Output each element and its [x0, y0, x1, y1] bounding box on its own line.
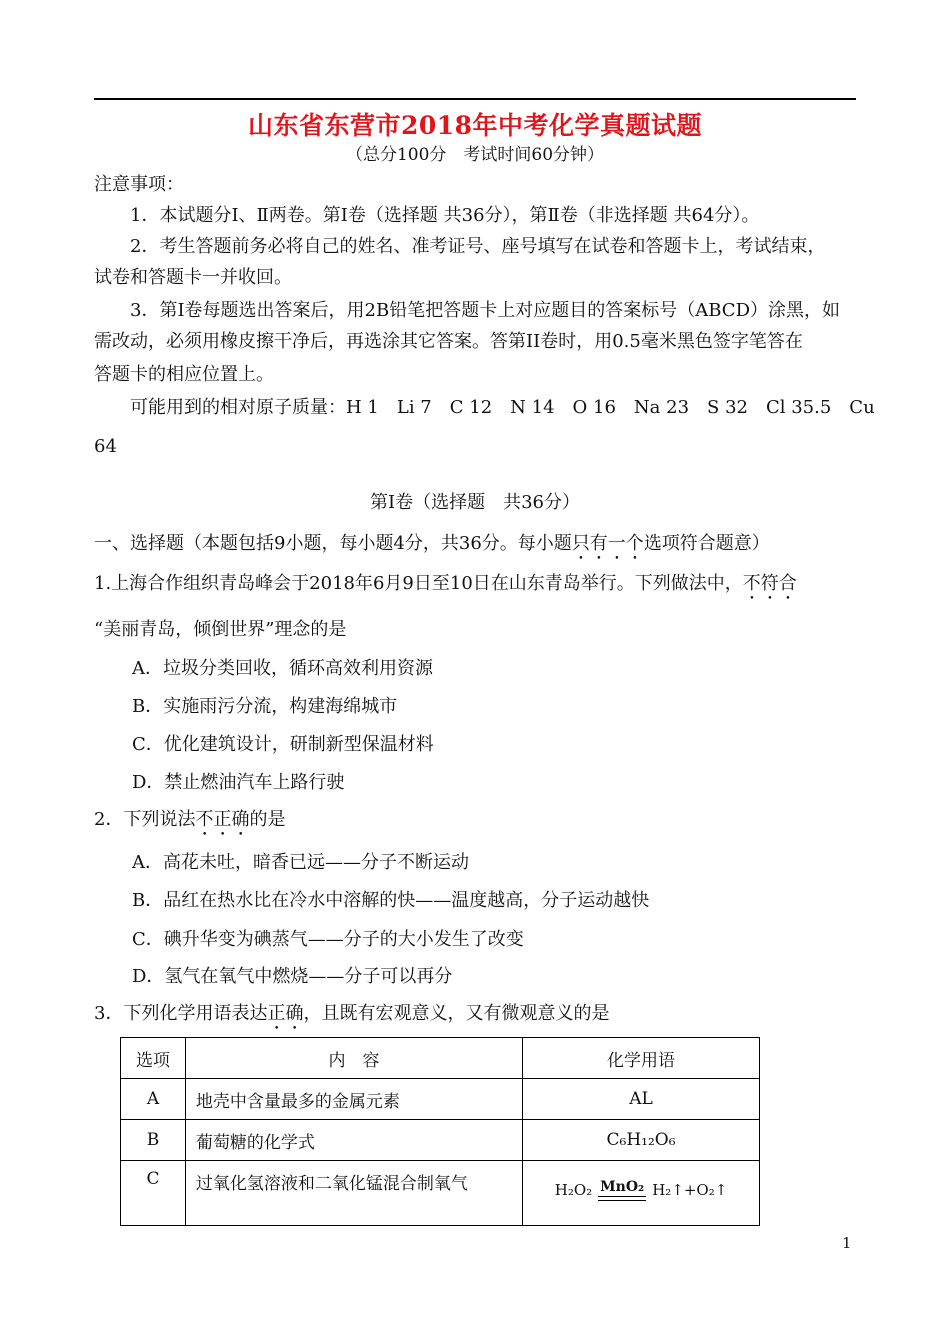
table-row — [121, 1161, 760, 1226]
row-option: A — [121, 1079, 186, 1120]
page-number: 1 — [842, 1234, 852, 1252]
page-title: 山东省东营市2018年中考化学真题试题 — [247, 111, 703, 140]
reaction-equation — [555, 1179, 728, 1201]
equals-bar — [598, 1196, 646, 1201]
row-content: 过氧化氢溶液和二氧化锰混合制氧气 — [185, 1161, 522, 1226]
question-2-stem: 2．下列说法不正确的是 — [94, 809, 286, 830]
section-title: 第Ⅰ卷（选择题 共36分） — [369, 492, 580, 513]
row-expression — [523, 1161, 760, 1226]
page-subtitle: （总分100分 考试时间60分钟） — [345, 145, 605, 165]
table-header-row — [121, 1038, 760, 1079]
question-1-option-b: B．实施雨污分流，构建海绵城市 — [132, 696, 398, 717]
table-header: 化学用语 — [523, 1038, 760, 1079]
notice-item-2-cont: 试卷和答题卡一并收回。 — [94, 267, 292, 288]
notice-item-3-cont2: 答题卡的相应位置上。 — [94, 364, 274, 385]
row-expression: AL — [523, 1079, 760, 1120]
row-expression: C₆H₁₂O₆ — [523, 1120, 760, 1161]
catalyst-label: MnO₂ — [600, 1179, 645, 1195]
question-1-stem: 1.上海合作组织青岛峰会于2018年6月9日至10日在山东青岛举行。下列做法中，不符合 — [94, 573, 797, 594]
question-3-stem: 3．下列化学用语表达正确，且既有宏观意义，又有微观意义的是 — [94, 1003, 610, 1024]
question-2-option-b: B．品红在热水比在冷水中溶解的快——温度越高，分子运动越快 — [132, 890, 650, 911]
question-1-option-d: D．禁止燃油汽车上路行驶 — [132, 772, 345, 793]
question-2-option-a: A．高花未吐，暗香已远——分子不断运动 — [132, 852, 469, 873]
notice-item-3-cont: 需改动，必须用橡皮擦干净后，再选涂其它答案。答第II卷时，用0.5毫米黑色签字笔答在 — [94, 331, 803, 352]
notice-item-2: 2．考生答题前务必将自己的姓名、准考证号、座号填写在试卷和答题卡上，考试结束， — [130, 236, 826, 257]
emphasis-text: 不符合 — [742, 573, 797, 594]
table-header: 选项 — [121, 1038, 186, 1079]
products: H₂↑+O₂↑ — [652, 1181, 728, 1199]
reaction-arrow — [598, 1179, 646, 1201]
reactant: H₂O₂ — [554, 1181, 593, 1199]
row-content: 地壳中含量最多的金属元素 — [185, 1079, 522, 1120]
table-row — [121, 1079, 760, 1120]
notice-heading: 注意事项： — [94, 174, 184, 195]
row-option: B — [121, 1120, 186, 1161]
question-2-option-c: C．碘升华变为碘蒸气——分子的大小发生了改变 — [132, 929, 524, 950]
row-option: C — [121, 1161, 186, 1226]
section-intro: 一、选择题（本题包括9小题，每小题4分，共36分。每小题只有一个选项符合题意） — [94, 533, 770, 554]
emphasis-text: 不正确 — [195, 809, 250, 830]
atomic-masses-cont: 64 — [94, 436, 117, 457]
question-1-option-a: A．垃圾分类回收，循环高效利用资源 — [132, 658, 433, 679]
question-3-table — [120, 1037, 760, 1226]
emphasis-text: 正确 — [267, 1003, 304, 1024]
emphasis-text: 只有一个 — [571, 533, 644, 554]
notice-item-3: 3．第Ⅰ卷每题选出答案后，用2B铅笔把答题卡上对应题目的答案标号（ABCD）涂黑，如 — [130, 300, 841, 321]
atomic-masses: 可能用到的相对原子质量：H 1 Li 7 C 12 N 14 O 16 Na 23 S 32 Cl 35.5 Cu — [130, 397, 875, 418]
row-content: 葡萄糖的化学式 — [185, 1120, 522, 1161]
header-rule — [94, 98, 856, 100]
question-1-option-c: C．优化建筑设计，研制新型保温材料 — [132, 734, 434, 755]
question-2-option-d: D．氢气在氧气中燃烧——分子可以再分 — [132, 966, 453, 987]
notice-item-1: 1．本试题分Ⅰ、Ⅱ两卷。第Ⅰ卷（选择题 共36分），第Ⅱ卷（非选择题 共64分）。 — [130, 205, 760, 226]
question-1-stem-cont: “美丽青岛，倾倒世界”理念的是 — [94, 619, 347, 640]
table-row — [121, 1120, 760, 1161]
table-header: 内 容 — [185, 1038, 522, 1079]
